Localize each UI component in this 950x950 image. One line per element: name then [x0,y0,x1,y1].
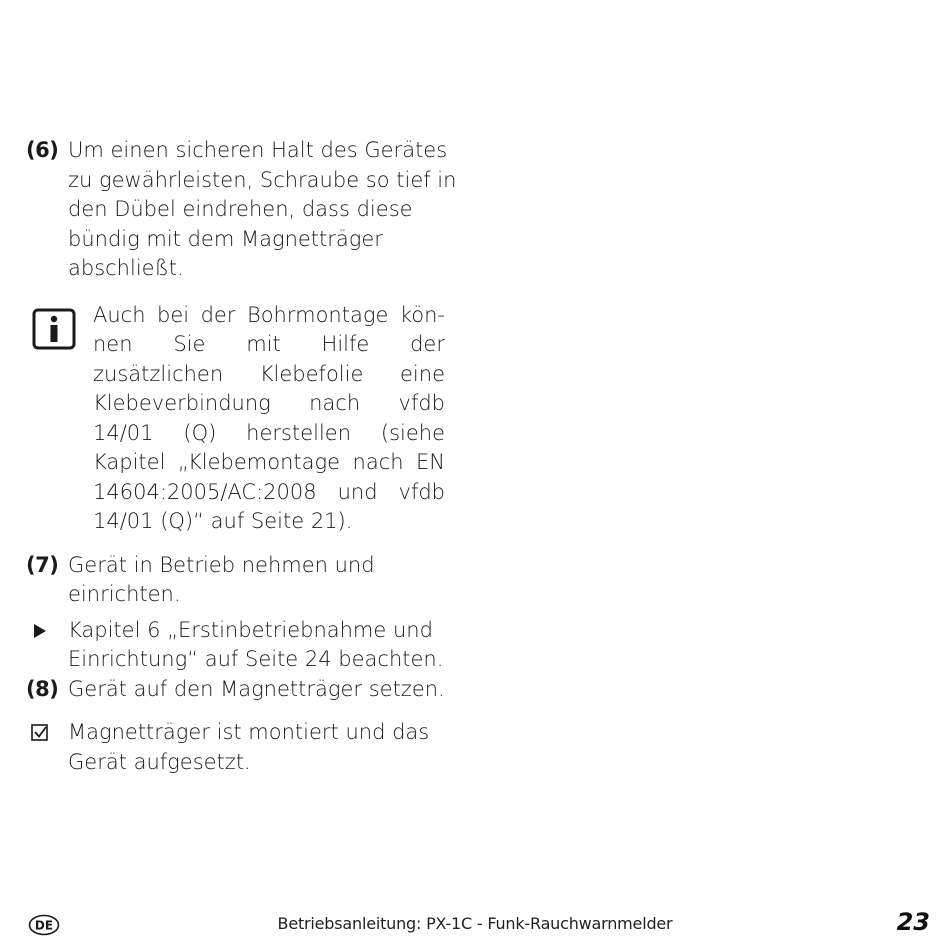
info-icon [32,308,76,350]
info-text: Auch bei der Bohrmontage können Sie mit Hilfe der zusätzlichen Klebefolie eine Klebeverbindung nach vfdb 14/01 (Q) herstellen (siehe Kapitel „Klebemontage nach EN 14604:2005/AC:2008 und vfdb 14/01 (Q)“ auf Seite 21). [93,302,445,533]
step-text: Um einen sicheren Halt des Gerätes zu gewährleisten, Schraube so tief in den Dübel eindrehen, dass diese bündig mit dem Magnetträger abschließt. [68,138,457,280]
language-badge-icon [28,914,60,936]
step-text: Gerät auf den Magnetträger setzen. [68,676,445,701]
bullet-text: Kapitel 6 „Erstinbetriebnahme und Einrichtung“ auf Seite 24 beachten. [68,617,444,671]
cross-reference-bullet [28,616,458,675]
page-number: 23 [896,908,930,936]
triangle-bullet-icon [30,616,50,645]
checkbox-checked-icon [30,718,50,747]
result-item [28,718,458,777]
footer-title: Betriebsanleitung: PX-1C - Funk-Rauchwarnmelder [277,914,673,933]
step-8 [28,675,458,705]
step-7 [28,551,458,610]
step-number: (7) [26,552,59,577]
result-text: Magnetträger ist montiert und das Gerät aufgesetzt. [68,720,430,774]
step-6 [28,136,458,284]
language-badge-text: DE [34,918,54,933]
content-column [28,136,458,777]
step-number: (6) [26,138,59,162]
step-number: (8) [26,676,59,701]
step-text: Gerät in Betrieb nehmen und einrichten. [68,552,375,606]
info-note [28,301,445,537]
